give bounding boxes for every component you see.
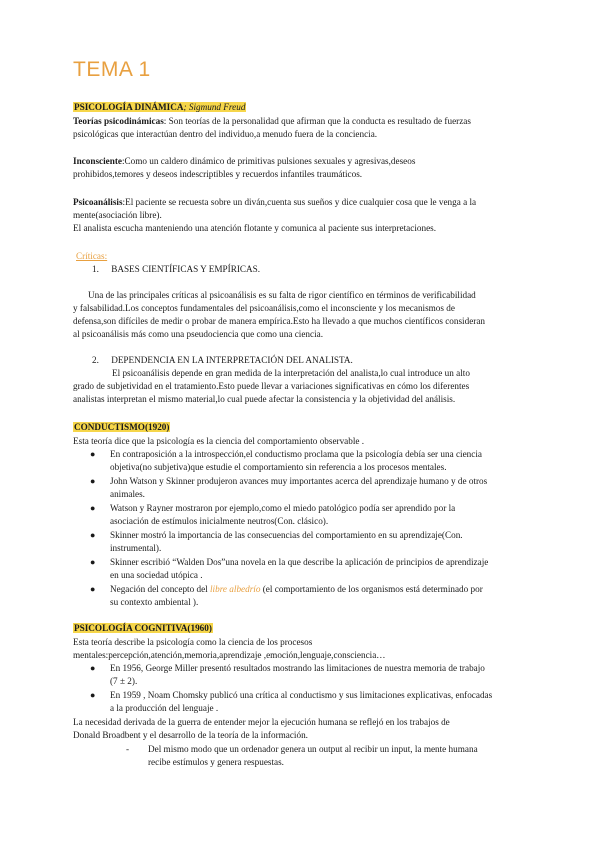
item-text: John Watson y Skinner produjeron avances muy importantes acerca del aprendizaje humano y de otros	[110, 476, 488, 486]
critica-1-heading	[92, 263, 260, 276]
bullet-icon: ●	[90, 690, 96, 700]
heading-cognitiva: PSICOLOGÍA COGNITIVA(1960)	[74, 623, 212, 633]
item-text-2: animales.	[110, 489, 145, 499]
text-inconsciente: :Como un caldero dinámico de primitivas pulsiones sexuales y agresivas,deseos	[122, 156, 416, 166]
dash-item-line-1: Del mismo modo que un ordenador genera un output al recibir un input, la mente humana	[148, 744, 478, 754]
term-libre-albedrio: libre albedrío	[210, 584, 261, 594]
dash-marker: -	[126, 744, 130, 754]
text-psicoanalisis: :El paciente se recuesta sobre un diván,cuenta sus sueños y dice cualquier cosa que le venga a la	[122, 197, 477, 207]
list-item	[90, 502, 560, 528]
bullet-icon: ●	[90, 476, 96, 486]
heading-author: ; Sigmund Freud	[183, 102, 246, 112]
list-item	[90, 529, 560, 555]
item-text-2: a la producción del lenguaje .	[110, 703, 219, 713]
critica-1-body	[73, 289, 553, 341]
term-teorias: Teorías psicodinámicas	[73, 116, 164, 126]
item-text-2: instrumental).	[110, 543, 162, 553]
bullet-icon: ●	[90, 584, 96, 594]
critica-2-title: DEPENDENCIA EN LA INTERPRETACIÓN DEL ANALISTA.	[111, 355, 353, 365]
section-heading-conductismo	[73, 421, 170, 434]
list-item	[90, 583, 560, 609]
text-psicoanalisis-2: mente(asociación libre).	[73, 210, 162, 220]
item-text-post: (el comportamiento de los organismos está determinado por	[260, 584, 483, 594]
critica-1-title: BASES CIENTÍFICAS Y EMPÍRICAS.	[111, 264, 261, 274]
bullet-icon: ●	[90, 503, 96, 513]
bullet-icon: ●	[90, 663, 96, 673]
heading-dinamica: PSICOLOGÍA DINÁMICA	[74, 102, 184, 112]
term-inconsciente: Inconsciente	[73, 156, 122, 166]
text-inconsciente-2: prohibidos,temores y deseos indescriptibles y recuerdos infantiles traumáticos.	[73, 169, 363, 179]
text-teorias: : Son teorías de la personalidad que afirman que la conducta es resultado de fuerzas	[163, 116, 471, 126]
critica-1-line-2: y falsabilidad.Los conceptos fundamentales del psicoanálisis,como el inconsciente y los mecanismos de	[73, 303, 455, 313]
cognitiva-paragraph-2: Donald Broadbent y el desarrollo de la teoría de la información.	[73, 730, 308, 740]
critica-2-line-2: grado de subjetividad en el tratamiento.Esto puede llevar a variaciones significativas en cómo los diferentes	[73, 381, 470, 391]
cognitiva-intro	[73, 636, 553, 662]
cognitiva-intro-2: mentales:percepción,atención,memoria,aprendizaje ,emoción,lenguaje,consciencia…	[73, 650, 386, 660]
critica-2-line-1: El psicoanálisis depende en gran medida de la interpretación del analista,lo cual introduce un alto	[112, 368, 470, 378]
critica-1-line-4: al psicoanálisis más como una pseudociencia que como una ciencia.	[73, 329, 324, 339]
critica-2-number: 2.	[92, 355, 99, 365]
item-text-2: en una sociedad utópica .	[110, 570, 203, 580]
criticas-label: Críticas:	[76, 251, 108, 261]
cognitiva-paragraph	[73, 716, 553, 742]
dash-item-line-2: recibe estímulos y genera respuestas.	[148, 757, 284, 767]
item-text-2: (7 ± 2).	[110, 676, 138, 686]
list-item	[90, 475, 560, 501]
cognitiva-list	[90, 662, 560, 715]
bullet-icon: ●	[90, 557, 96, 567]
cognitiva-paragraph-1: La necesidad derivada de la guerra de entender mejor la ejecución humana se reflejó en los trabajos de	[73, 717, 450, 727]
item-text: En 1959 , Noam Chomsky publicó una crítica al conductismo y sus limitaciones explicativas, enfocadas	[110, 690, 493, 700]
text-teorias-2: psicológicas que interactúan dentro del individuo,a menudo fuera de la conciencia.	[73, 129, 378, 139]
critica-2-heading	[92, 354, 353, 367]
critica-1-number: 1.	[92, 264, 99, 274]
item-text: Negación del concepto del	[110, 584, 210, 594]
bullet-icon: ●	[90, 449, 96, 459]
paragraph-teorias	[73, 115, 543, 141]
item-text-2: asociación de estímulos inicialmente neutros(Con. clásico).	[110, 516, 329, 526]
item-text: En contraposición a la introspección,el conductismo proclama que la psicología debía ser una ciencia	[110, 449, 482, 459]
section-heading-dinamica	[73, 101, 246, 114]
page-title: TEMA 1	[73, 58, 151, 81]
dash-item	[126, 743, 566, 769]
heading-conductismo: CONDUCTISMO(1920)	[74, 422, 170, 432]
term-psicoanalisis: Psicoanálisis	[73, 197, 123, 207]
cognitiva-intro-1: Esta teoría describe la psicología como la ciencia de los procesos	[73, 637, 313, 647]
paragraph-psicoanalisis	[73, 196, 548, 235]
text-psicoanalisis-3: El analista escucha manteniendo una atención flotante y comunica al paciente sus interpretaciones.	[73, 223, 437, 233]
paragraph-inconsciente	[73, 155, 543, 181]
item-text: En 1956, George Miller presentó resultados mostrando las limitaciones de nuestra memoria de trabajo	[110, 663, 485, 673]
conductismo-list	[90, 448, 560, 609]
item-text-2: objetiva(no subjetiva)que estudie el comportamiento sin referencia a los procesos mentales.	[110, 462, 447, 472]
critica-2-body	[73, 367, 553, 406]
item-text: Watson y Rayner mostraron por ejemplo,como el miedo patológico podía ser aprendido por la	[110, 503, 456, 513]
list-item	[90, 662, 560, 688]
list-item	[90, 689, 560, 715]
list-item	[90, 556, 560, 582]
item-text-2: su contexto ambiental ).	[110, 597, 199, 607]
critica-2-line-3: analistas interpretan el mismo material,lo cual puede afectar la consistencia y la objetividad del análisis.	[73, 394, 456, 404]
section-heading-cognitiva	[73, 622, 213, 635]
bullet-icon: ●	[90, 530, 96, 540]
conductismo-intro: Esta teoría dice que la psicología es la ciencia del comportamiento observable .	[73, 436, 365, 446]
item-text: Skinner escribió “Walden Dos”una novela en la que describe la aplicación de principios de aprendizaje	[110, 557, 489, 567]
list-item	[90, 448, 560, 474]
critica-1-line-1: Una de las principales críticas al psicoanálisis es su falta de rigor científico en términos de verificabilidad	[88, 290, 476, 300]
critica-1-line-3: defensa,son difíciles de medir o probar de manera empírica.Esto ha llevado a que muchos científicos consideran	[73, 316, 486, 326]
item-text: Skinner mostró la importancia de las consecuencias del comportamiento en su aprendizaje(Con.	[110, 530, 463, 540]
